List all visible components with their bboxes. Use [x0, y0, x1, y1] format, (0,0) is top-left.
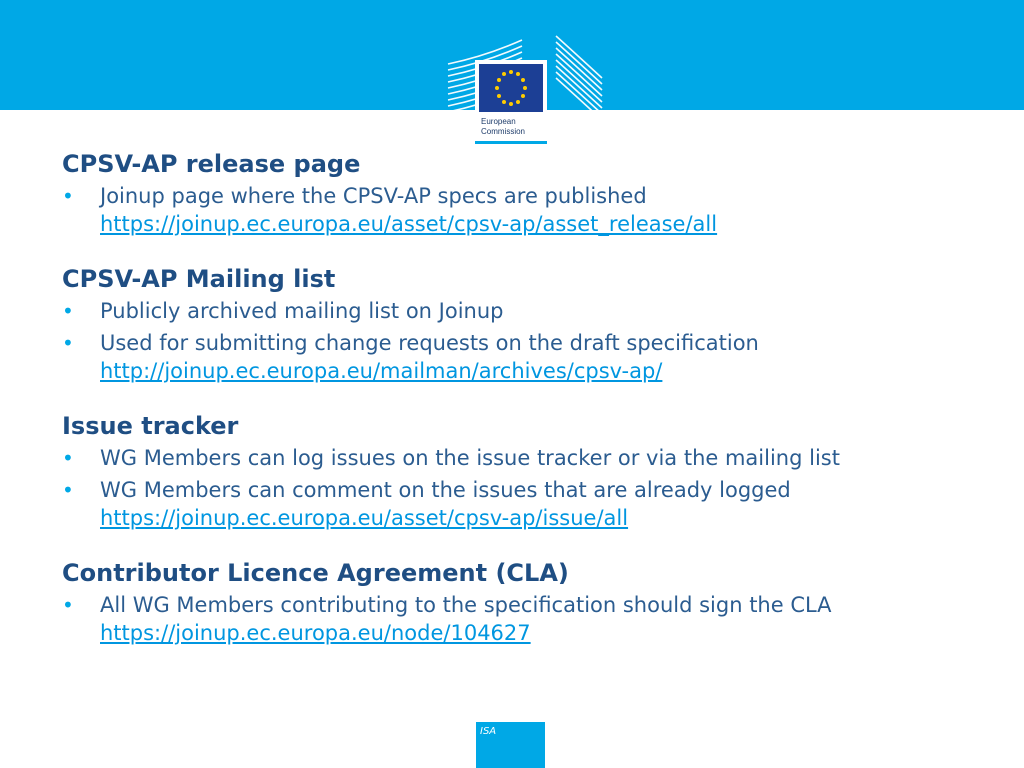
section-heading: CPSV-AP Mailing list — [62, 265, 336, 293]
european-commission-logo — [446, 34, 604, 146]
bullet-text: Used for submitting change requests on the draft specification — [100, 331, 759, 355]
section-mailing-list — [62, 263, 1002, 385]
bullet-text: Joinup page where the CPSV-AP specs are published — [100, 184, 647, 208]
issue-tracker-link[interactable]: https://joinup.ec.europa.eu/asset/cpsv-ap/issue/all — [100, 506, 629, 530]
mailing-list-link[interactable]: http://joinup.ec.europa.eu/mailman/archives/cpsv-ap/ — [100, 359, 663, 383]
section-heading: Issue tracker — [62, 412, 239, 440]
bullet-text: All WG Members contributing to the specification should sign the CLA — [100, 593, 832, 617]
bullet-text: Publicly archived mailing list on Joinup — [100, 299, 504, 323]
section-heading: CPSV-AP release page — [62, 150, 361, 178]
bullet-text: WG Members can comment on the issues that are already logged — [100, 478, 791, 502]
bullet-item — [62, 297, 1002, 325]
bullet-item — [62, 182, 1002, 238]
logo-underline — [475, 141, 547, 144]
section-heading: Contributor Licence Agreement (CLA) — [62, 559, 569, 587]
bullet-text: WG Members can log issues on the issue tracker or via the mailing list — [100, 446, 840, 470]
slide-content — [62, 148, 1002, 672]
release-page-link[interactable]: https://joinup.ec.europa.eu/asset/cpsv-ap/asset_release/all — [100, 212, 718, 236]
logo-text-line2: Commission — [481, 127, 526, 136]
cla-link[interactable]: https://joinup.ec.europa.eu/node/104627 — [100, 621, 531, 645]
bullet-item — [62, 329, 1002, 385]
logo-text-line1: European — [481, 117, 516, 126]
section-issue-tracker — [62, 410, 1002, 532]
building-right-lines — [556, 36, 602, 120]
bullet-item — [62, 444, 1002, 472]
isa-label: ISA — [480, 726, 497, 737]
section-cla — [62, 557, 1002, 647]
section-release-page — [62, 148, 1002, 238]
bullet-item — [62, 476, 1002, 532]
isa-badge — [476, 722, 545, 768]
bullet-item — [62, 591, 1002, 647]
